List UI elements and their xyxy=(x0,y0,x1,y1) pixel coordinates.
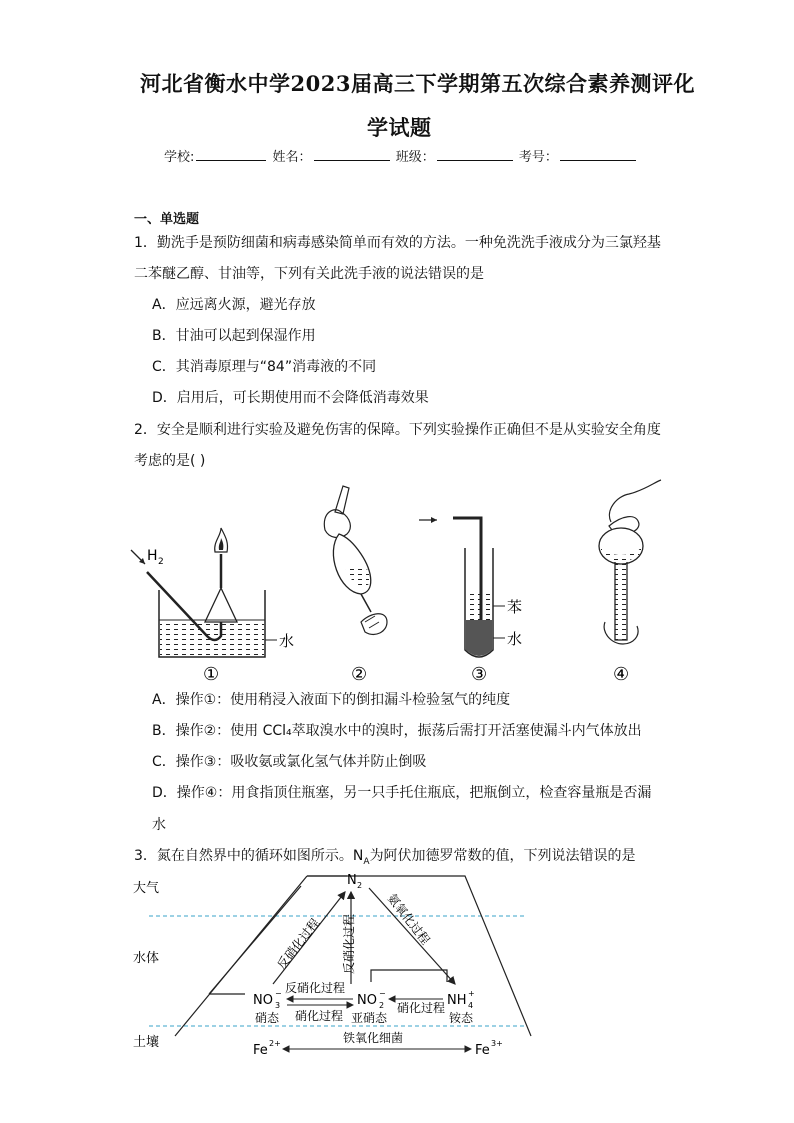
q2-option-d-continued: 水 xyxy=(152,817,166,833)
q1-option-a: A．应远离火源，避光存放 xyxy=(152,297,316,313)
q2-option-c: C．操作③：吸收氨或氯化氢气体并防止倒吸 xyxy=(152,754,427,770)
q1-option-c: C．其消毒原理与“84”消毒液的不同 xyxy=(152,359,377,375)
layer-atmosphere: 大气 xyxy=(133,881,160,896)
h2-label: H xyxy=(147,548,158,564)
paper-title-line1: 河北省衡水中学2023届高三下学期第五次综合素养测评化 xyxy=(140,71,695,96)
name-field[interactable] xyxy=(314,146,390,161)
info-line xyxy=(164,146,638,165)
apparatus-3-gas-absorption xyxy=(419,517,522,684)
n2-subscript: 2 xyxy=(357,881,363,890)
q2-stem-line1: 2．安全是顺利进行实验及避免伤害的保障。下列实验操作正确但不是从实验安全角度 xyxy=(134,422,661,438)
class-label: 班级： xyxy=(395,150,435,165)
nh4-subscript: 4 xyxy=(468,1001,474,1010)
no2-label: NO xyxy=(357,993,377,1008)
nitrification-bottom-label: 硝化过程 xyxy=(295,1009,344,1023)
fe3-superscript: 3+ xyxy=(491,1039,503,1048)
fe2-superscript: 2+ xyxy=(269,1039,281,1048)
q2-option-a: A．操作①：使用稍浸入液面下的倒扣漏斗检验氢气的纯度 xyxy=(152,692,511,708)
h2-subscript: 2 xyxy=(158,557,164,567)
q3-stem-start: 3．氮在自然界中的循环如图所示。N xyxy=(134,848,364,864)
q2-option-b: B．操作②：使用 CCl₄萃取溴水中的溴时，振荡后需打开活塞使漏斗内气体放出 xyxy=(152,723,642,739)
no2-subscript: 2 xyxy=(379,1001,385,1010)
no3-superscript: − xyxy=(275,989,282,998)
iron-bacteria-label: 铁氧化细菌 xyxy=(343,1031,404,1045)
denitrification-mid-label: 反硝化过程 xyxy=(342,913,356,974)
ammonia-oxidation-label: 氨氧化过程 xyxy=(384,891,433,948)
fe2-label: Fe xyxy=(253,1043,268,1058)
q2-option-d: D．操作④：用食指顶住瓶塞，另一只手托住瓶底，把瓶倒立，检查容量瓶是否漏 xyxy=(152,785,652,801)
name-label: 姓名： xyxy=(272,150,312,165)
no2-name: 亚硝态 xyxy=(351,1011,388,1025)
q1-stem-line2: 二苯醚乙醇、甘油等，下列有关此洗手液的说法错误的是 xyxy=(134,266,484,282)
q1-stem-line1: 1．勤洗手是预防细菌和病毒感染简单而有效的方法。一种免洗洗手液成分为三氯羟基 xyxy=(134,235,661,251)
apparatus-2-separatory-funnel xyxy=(324,486,387,684)
no2-superscript: − xyxy=(379,989,386,998)
school-field[interactable] xyxy=(196,146,266,161)
q2-apparatus-figure xyxy=(125,472,685,684)
layer-soil: 土壤 xyxy=(133,1035,160,1050)
apparatus-num-3: ③ xyxy=(471,664,488,684)
nitrogen-cycle-diagram xyxy=(125,866,545,1064)
nh4-name: 铵态 xyxy=(449,1011,474,1025)
exam-no-label: 考号： xyxy=(518,150,558,165)
n2-label: N xyxy=(347,873,357,888)
q2-stem-line2: 考虑的是( ) xyxy=(134,453,206,469)
paper-title-line2: 学试题 xyxy=(367,115,432,140)
apparatus-4-volumetric-flask xyxy=(599,480,661,684)
denitrification-left-label: 反硝化过程 xyxy=(274,915,323,972)
q3-stem-rest: 为阿伏加德罗常数的值，下列说法错误的是 xyxy=(369,848,636,864)
nitrification-right-label: 硝化过程 xyxy=(397,1001,446,1015)
apparatus-num-4: ④ xyxy=(613,664,630,684)
nh4-label: NH xyxy=(447,993,467,1008)
apparatus-num-2: ② xyxy=(351,664,368,684)
class-field[interactable] xyxy=(437,146,513,161)
exam-no-field[interactable] xyxy=(560,146,636,161)
apparatus-1-hydrogen-test xyxy=(131,528,294,684)
water-label-1: 水 xyxy=(279,632,295,650)
no3-name: 硝态 xyxy=(255,1011,280,1025)
layer-water: 水体 xyxy=(133,951,160,966)
q1-option-d: D．启用后，可长期使用而不会降低消毒效果 xyxy=(152,390,429,406)
water-label-3: 水 xyxy=(507,630,523,648)
fe3-label: Fe xyxy=(475,1043,490,1058)
no3-subscript: 3 xyxy=(275,1001,281,1010)
nh4-superscript: + xyxy=(468,989,475,998)
school-label: 学校: xyxy=(164,150,195,165)
benzene-label: 苯 xyxy=(507,598,523,616)
denitrification-bottom-label: 反硝化过程 xyxy=(285,981,346,995)
apparatus-num-1: ① xyxy=(203,664,220,684)
q1-option-b: B．甘油可以起到保湿作用 xyxy=(152,328,316,344)
q3-stem-subscript: A xyxy=(363,856,370,867)
no3-label: NO xyxy=(253,993,273,1008)
section-heading: 一、单选题 xyxy=(134,212,200,227)
